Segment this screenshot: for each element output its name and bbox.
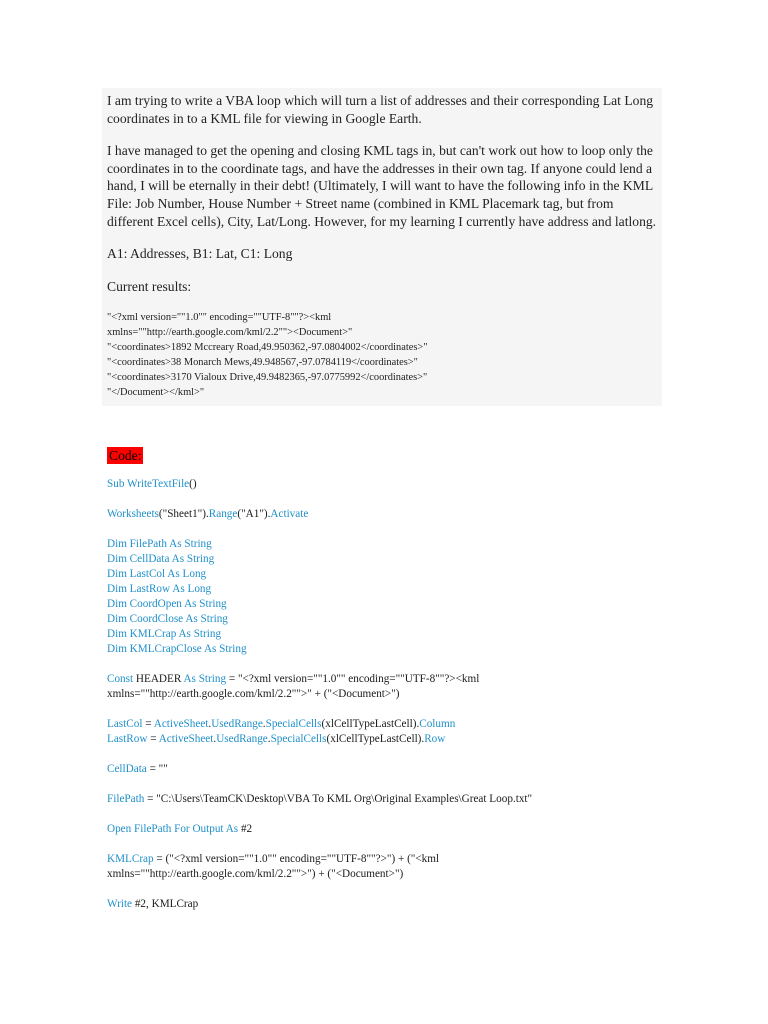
code-keyword: FilePath (107, 793, 145, 805)
code-line (107, 897, 707, 912)
code-blank-line (107, 807, 707, 822)
code-text: xmlns=""http://earth.google.com/kml/2.2"">") + ("<Document>") (107, 868, 404, 880)
code-text: = "<?xml version=""1.0"" encoding=""UTF-8""?><kml (226, 673, 480, 685)
code-keyword: Column (419, 718, 456, 730)
code-keyword: UsedRange (216, 733, 268, 745)
code-blank-line (107, 657, 707, 672)
question-detail: I have managed to get the opening and closing KML tags in, but can't work out how to loop only the coordinates in to the coordinate tags, and have the addresses in their own tag. If anyone could lend a hand, I will be eternally in their debt! (Ultimately, I will want to have the following info in the KML File: Job Number, House Number + Street name (combined in KML Placemark tag, but from different Excel cells), City, Lat/Long. However, for my learning I currently have address and latlong. (107, 143, 657, 229)
code-keyword: CellData (107, 763, 147, 775)
code-text: = (142, 718, 154, 730)
code-text: ("A1"). (237, 508, 271, 520)
code-text: = "" (146, 763, 168, 775)
code-label: Code: (109, 448, 142, 463)
code-line (107, 717, 707, 732)
current-results-heading: Current results: (107, 278, 192, 294)
code-keyword: Sub WriteTextFile (107, 478, 190, 490)
result-line: "<coordinates>1892 Mccreary Road,49.950362,-97.0804002</coordinates>" (107, 342, 428, 354)
code-line (107, 732, 707, 747)
code-line (107, 597, 707, 612)
code-text: = "C:\Users\TeamCK\Desktop\VBA To KML Org\Original Examples\Great Loop.txt" (144, 793, 533, 805)
code-text: () (189, 478, 197, 490)
code-blank-line (107, 882, 707, 897)
code-line (107, 567, 707, 582)
code-line (107, 642, 707, 657)
code-keyword: ActiveSheet (153, 718, 209, 730)
code-keyword: Dim CoordClose As String (107, 613, 228, 625)
result-line: xmlns=""http://earth.google.com/kml/2.2""><Document>" (107, 327, 353, 339)
code-keyword: Write (107, 898, 133, 910)
code-text: HEADER (133, 673, 184, 685)
code-line (107, 612, 707, 627)
code-line (107, 552, 707, 567)
code-text: (xlCellTypeLastCell). (321, 718, 420, 730)
code-blank-line (107, 777, 707, 792)
code-blank-line (107, 492, 707, 507)
code-keyword: KMLCrap (107, 853, 154, 865)
code-line (107, 792, 707, 807)
code-text: . (208, 718, 212, 730)
code-keyword: Const (107, 673, 134, 685)
code-line (107, 507, 707, 522)
code-keyword: Dim KMLCrap As String (107, 628, 222, 640)
code-keyword: Dim KMLCrapClose As String (107, 643, 247, 655)
code-blank-line (107, 522, 707, 537)
code-blank-line (107, 837, 707, 852)
code-keyword: UsedRange (211, 718, 263, 730)
result-line: "<?xml version=""1.0"" encoding=""UTF-8""?><kml (107, 312, 332, 324)
code-text: = ("<?xml version=""1.0"" encoding=""UTF-8""?>") + ("<kml (153, 853, 440, 865)
code-text: #2, KMLCrap (132, 898, 199, 910)
code-line (107, 477, 707, 492)
code-text: xmlns=""http://earth.google.com/kml/2.2"">" + ("<Document>") (107, 688, 400, 700)
code-line (107, 627, 707, 642)
code-line (107, 867, 707, 882)
result-line: "<coordinates>38 Monarch Mews,49.948567,-97.0784119</coordinates>" (107, 357, 418, 369)
code-keyword: Worksheets (107, 508, 159, 520)
code-section (107, 447, 707, 912)
code-keyword: Activate (270, 508, 309, 520)
code-block (107, 477, 707, 912)
code-text: (xlCellTypeLastCell). (326, 733, 425, 745)
code-keyword: LastRow (107, 733, 148, 745)
code-keyword: Dim CoordOpen As String (107, 598, 227, 610)
result-line: "</Document></kml>" (107, 387, 205, 399)
code-keyword: SpecialCells (270, 733, 327, 745)
result-line: "<coordinates>3170 Vialoux Drive,49.9482365,-97.0775992</coordinates>" (107, 372, 428, 384)
code-keyword: Dim LastCol As Long (107, 568, 207, 580)
code-keyword: Range (208, 508, 238, 520)
code-line (107, 687, 707, 702)
code-keyword: Dim FilePath As String (107, 538, 212, 550)
code-blank-line (107, 702, 707, 717)
current-results-output (107, 310, 662, 400)
code-keyword: LastCol (107, 718, 143, 730)
code-keyword: Open FilePath For Output As (107, 823, 239, 835)
code-text: #2 (238, 823, 253, 835)
code-keyword: ActiveSheet (158, 733, 214, 745)
code-line (107, 762, 707, 777)
code-keyword: Dim CellData As String (107, 553, 215, 565)
code-keyword: SpecialCells (265, 718, 322, 730)
code-line (107, 672, 707, 687)
code-text: . (262, 718, 266, 730)
code-text: = (147, 733, 159, 745)
code-line (107, 822, 707, 837)
code-text: . (213, 733, 217, 745)
code-line (107, 537, 707, 552)
code-text: . (267, 733, 271, 745)
code-keyword: Dim LastRow As Long (107, 583, 212, 595)
code-line (107, 852, 707, 867)
code-keyword: As String (183, 673, 227, 685)
question-intro: I am trying to write a VBA loop which will turn a list of addresses and their corresponding Lat Long coordinates in to a KML file for viewing in Google Earth. (107, 93, 654, 126)
question-block (102, 88, 662, 406)
code-blank-line (107, 747, 707, 762)
code-line (107, 582, 707, 597)
code-keyword: Row (424, 733, 446, 745)
code-text: ("Sheet1"). (158, 508, 209, 520)
column-mapping: A1: Addresses, B1: Lat, C1: Long (107, 246, 293, 262)
